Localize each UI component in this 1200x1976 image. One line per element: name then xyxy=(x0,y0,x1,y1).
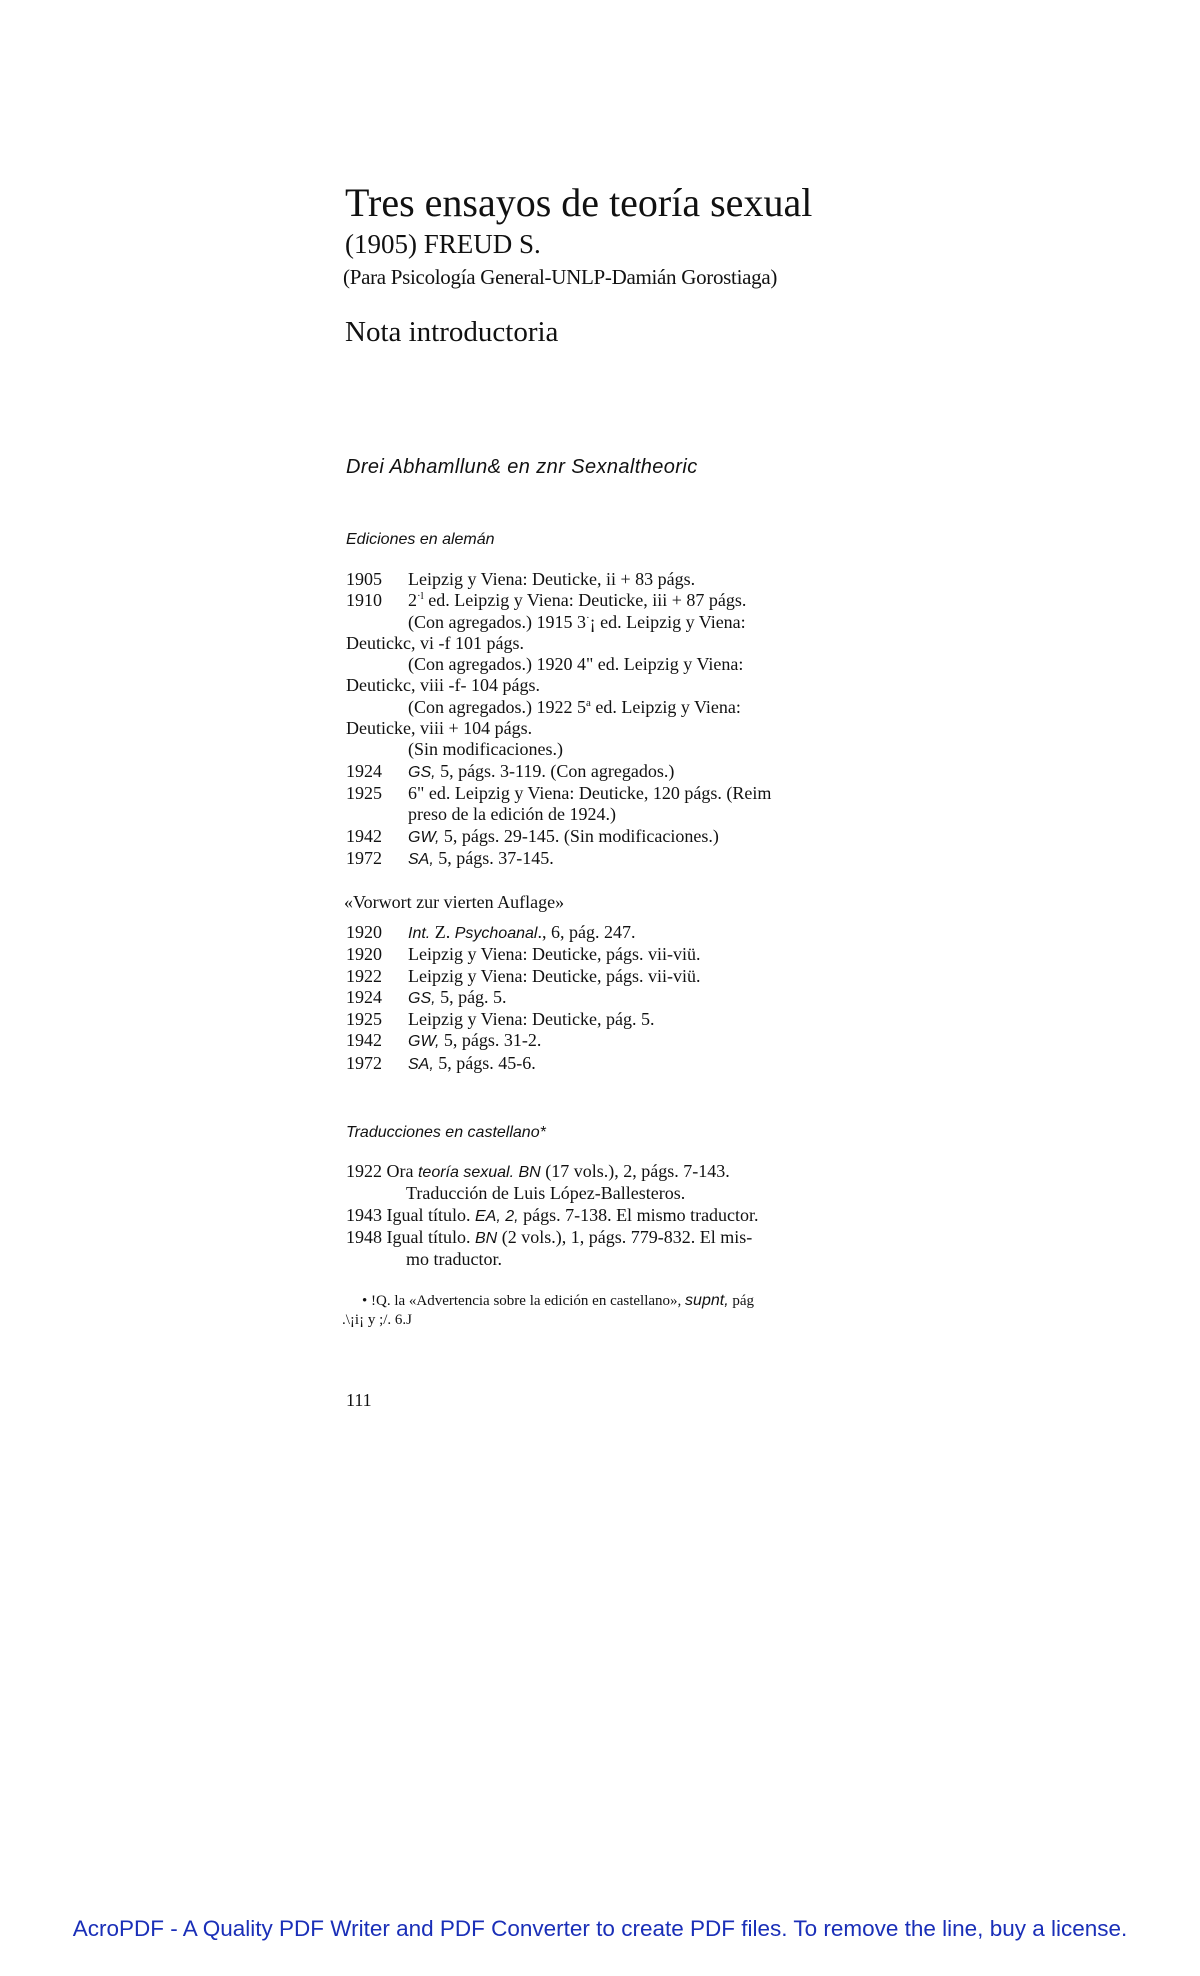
entry-text-part: Deuticke, viii + 104 págs. xyxy=(346,718,533,739)
entry-line xyxy=(346,739,771,760)
entry-year: 1905 xyxy=(346,569,382,589)
translation-entry-cont: Traducción de Luis López-Ballesteros. xyxy=(406,1183,686,1204)
entry-text xyxy=(346,718,532,739)
footnote xyxy=(362,1292,754,1310)
entry-year: 1924 xyxy=(346,986,382,1007)
entry-text-part: Z. xyxy=(430,922,455,942)
entry-line xyxy=(346,761,771,783)
translation-text: 1943 Igual título. xyxy=(346,1204,475,1225)
entry-line xyxy=(346,612,771,633)
entry-source: SA, xyxy=(408,1055,434,1073)
entry-text-part: 5, págs. 29-145. (Sin modificaciones.) xyxy=(439,825,719,846)
translation-source: EA, 2, xyxy=(475,1207,519,1225)
entry-text xyxy=(408,826,719,848)
vorwort-heading: «Vorwort zur vierten Auflage» xyxy=(344,892,565,912)
entry-year: 1925 xyxy=(346,782,382,803)
footnote-text: pág xyxy=(728,1293,755,1309)
entry-source: GW, xyxy=(408,828,440,846)
entry-text xyxy=(408,783,771,804)
entry-text-part: ., 6, pág. 247. xyxy=(537,922,636,942)
entry-source: GS, xyxy=(408,989,436,1007)
entry-text xyxy=(408,761,674,783)
entry-line xyxy=(346,826,771,848)
editions-heading: Ediciones en alemán xyxy=(346,531,495,548)
entry-year: 1920 xyxy=(346,922,382,942)
entry-year: 1972 xyxy=(346,1052,382,1073)
translations-heading: Traducciones en castellano* xyxy=(346,1124,546,1141)
entry-text xyxy=(408,922,635,944)
entry-text-part: 5, págs. 37-145. xyxy=(433,847,554,868)
translations-list xyxy=(346,1161,846,1270)
entry-line xyxy=(346,633,771,654)
entry-line xyxy=(346,804,771,825)
entry-text-part: (Con agregados.) 1922 5 xyxy=(408,696,586,717)
entry-text-part: 2 xyxy=(408,590,417,611)
entry-text-part: 6" ed. Leipzig y Viena: Deuticke, 120 págs. (Reim xyxy=(408,782,772,803)
entry-line xyxy=(346,922,701,944)
entry-text xyxy=(346,633,524,654)
entry-text xyxy=(408,1030,541,1052)
entry-text-part: (Sin modificaciones.) xyxy=(408,739,563,760)
entry-text xyxy=(408,590,746,611)
entry-text xyxy=(408,654,743,675)
translation-text: 1948 Igual título. xyxy=(346,1226,475,1247)
translation-entry-cont: mo traductor. xyxy=(406,1249,502,1270)
entry-line xyxy=(346,675,771,696)
entry-text-part: ed. Leipzig y Viena: xyxy=(590,696,741,717)
entry-text-part: preso de la edición de 1924.) xyxy=(408,804,616,825)
entry-line xyxy=(346,1030,701,1052)
entry-text xyxy=(408,1053,536,1075)
entry-text xyxy=(408,697,741,718)
entry-text-part: 5, págs. 45-6. xyxy=(433,1052,536,1073)
entry-line xyxy=(346,569,771,590)
entry-line xyxy=(346,697,771,718)
entry-text xyxy=(408,804,616,825)
entry-text xyxy=(408,848,554,870)
entry-line xyxy=(346,1009,701,1030)
entry-year: 1925 xyxy=(346,1009,382,1030)
entry-year: 1910 xyxy=(346,590,382,611)
entry-superscript: ·l xyxy=(417,590,424,603)
entry-line xyxy=(346,718,771,739)
entry-text xyxy=(408,612,746,633)
document-credit: (Para Psicología General-UNLP-Damián Gorostiaga) xyxy=(343,265,778,289)
document-title: Tres ensayos de teoría sexual xyxy=(345,180,813,225)
translation-text: págs. 7-138. El mismo traductor. xyxy=(518,1204,759,1225)
translation-entry xyxy=(346,1205,846,1227)
document-subtitle: (1905) FREUD S. xyxy=(345,229,541,259)
entry-text xyxy=(408,739,563,760)
entry-year: 1942 xyxy=(346,1030,382,1051)
entry-text xyxy=(408,966,701,987)
entry-text xyxy=(408,569,695,590)
entry-text-part: 5, pág. 5. xyxy=(435,986,507,1007)
entry-text-part: ¡ ed. Leipzig y Viena: xyxy=(589,611,746,632)
vorwort-list xyxy=(346,922,701,1075)
entry-line xyxy=(346,848,771,870)
entry-text xyxy=(408,1009,655,1030)
entry-line xyxy=(346,654,771,675)
entry-text-part: (Con agregados.) 1915 3 xyxy=(408,611,586,632)
entry-year: 1972 xyxy=(346,847,382,868)
entry-text-part: ed. Leipzig y Viena: Deuticke, iii + 87 págs. xyxy=(423,590,747,611)
acropdf-banner: AcroPDF - A Quality PDF Writer and PDF Converter to create PDF files. To remove the line, buy a license. xyxy=(72,1916,1128,1941)
entry-text-part: (Con agregados.) 1920 4" ed. Leipzig y Viena: xyxy=(408,654,744,675)
entry-text xyxy=(408,987,507,1009)
entry-year: 1922 xyxy=(346,965,382,986)
entry-source: GS, xyxy=(408,763,436,781)
entry-year: 1920 xyxy=(346,944,382,965)
page-number: 111 xyxy=(346,1390,372,1410)
translation-text: (2 vols.), 1, págs. 779-832. El mis- xyxy=(497,1226,753,1247)
translation-source: teoría sexual. BN xyxy=(417,1164,541,1181)
entry-year: 1924 xyxy=(346,760,382,781)
footnote-italic: supnt, xyxy=(685,1292,729,1309)
entry-line xyxy=(346,966,701,987)
translation-entry xyxy=(346,1161,846,1183)
entry-line xyxy=(346,590,771,611)
entry-text-part: Deutickc, viii -f- 104 págs. xyxy=(346,675,540,696)
translation-entry xyxy=(346,1227,846,1249)
entry-source: SA, xyxy=(408,850,434,868)
original-title: Drei Abhamllun& en znr Sexnaltheoric xyxy=(346,456,698,478)
entry-text-part: Leipzig y Viena: Deuticke, pág. 5. xyxy=(408,1009,655,1030)
entry-text-part: 5, págs. 31-2. xyxy=(439,1030,542,1051)
entry-source: GW, xyxy=(408,1033,440,1051)
section-heading: Nota introductoria xyxy=(345,316,559,348)
entry-text-part: Deutickc, vi -f 101 págs. xyxy=(346,632,524,653)
entry-line xyxy=(346,1053,701,1075)
entry-text xyxy=(346,675,540,696)
footnote-line-2: .\¡i¡ y ;/. 6.J xyxy=(342,1312,412,1328)
translation-source: BN xyxy=(475,1229,498,1247)
entry-line xyxy=(346,783,771,804)
entry-superscript: a xyxy=(585,696,591,709)
entry-text xyxy=(408,944,701,965)
entry-line xyxy=(346,944,701,965)
entry-text-part: Leipzig y Viena: Deuticke, págs. vii-viü. xyxy=(408,944,701,965)
entry-text-part: 5, págs. 3-119. (Con agregados.) xyxy=(435,760,675,781)
editions-list xyxy=(346,569,771,870)
footnote-text: • !Q. la «Advertencia sobre la edición en castellano», xyxy=(362,1293,686,1309)
entry-text-part: Leipzig y Viena: Deuticke, págs. vii-viü. xyxy=(408,965,701,986)
translation-text: (17 vols.), 2, págs. 7-143. xyxy=(540,1161,730,1181)
entry-superscript: · xyxy=(585,611,590,624)
entry-line xyxy=(346,987,701,1009)
entry-source: Psychoanal xyxy=(454,925,538,942)
entry-source: Int. xyxy=(408,925,431,942)
translation-text: 1922 Ora xyxy=(346,1161,418,1181)
entry-year: 1942 xyxy=(346,825,382,846)
entry-text-part: Leipzig y Viena: Deuticke, ii + 83 págs. xyxy=(408,569,696,589)
